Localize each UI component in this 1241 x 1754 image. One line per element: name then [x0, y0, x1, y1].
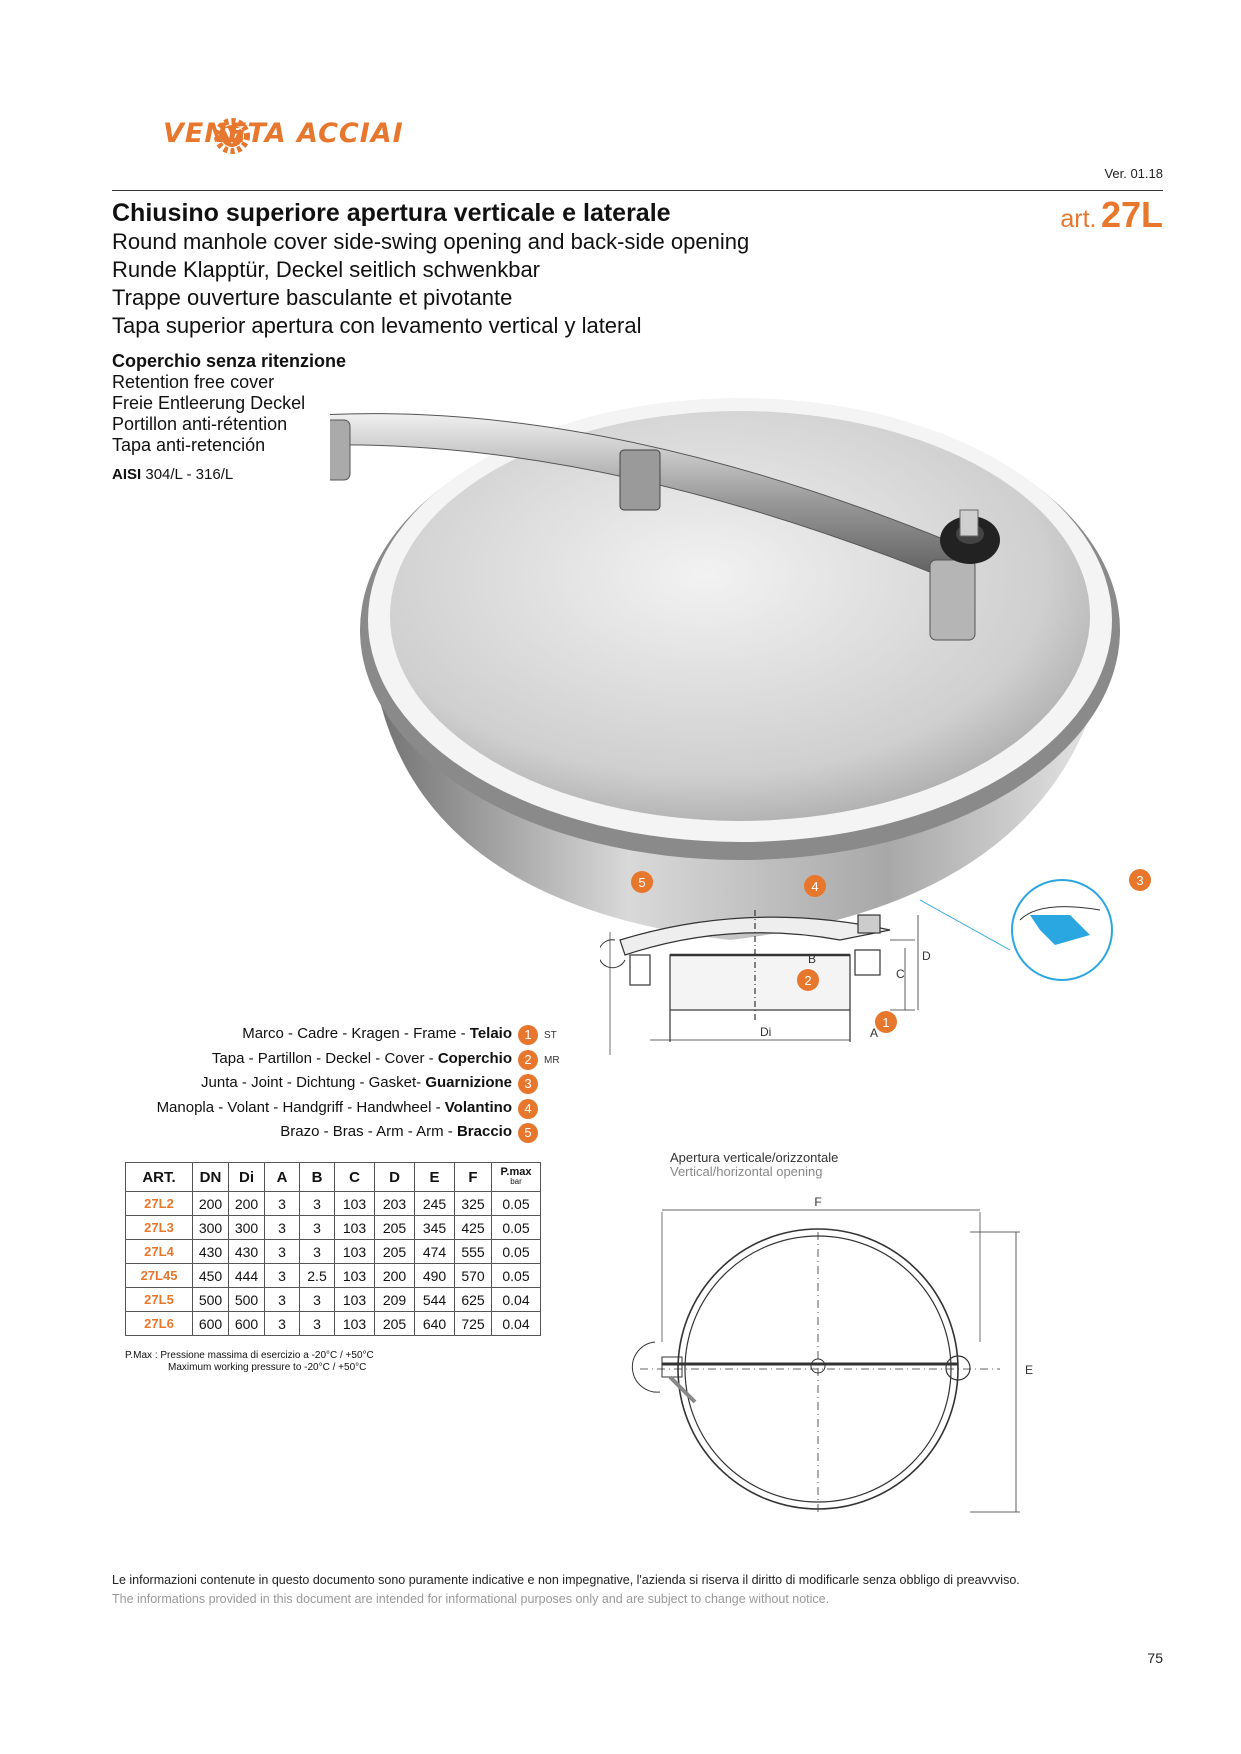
legend-item: [100, 1121, 580, 1146]
disclaimer-en: The informations provided in this document are intended for informational purposes only and are subject to change without notice.: [112, 1592, 830, 1606]
legend-text: Marco - Cadre - Kragen - Frame -: [242, 1025, 470, 1042]
legend-number: 3: [518, 1074, 538, 1094]
table-cell: 203: [375, 1192, 415, 1216]
table-cell: 3: [300, 1288, 335, 1312]
table-cell: 0.04: [492, 1312, 541, 1336]
table-cell: 3: [265, 1240, 300, 1264]
table-cell: 300: [229, 1216, 265, 1240]
table-cell: 450: [193, 1264, 229, 1288]
legend-text: Brazo - Bras - Arm - Arm -: [280, 1123, 457, 1140]
table-cell: 430: [193, 1240, 229, 1264]
callout-4: 4: [811, 879, 819, 894]
legend-number: 4: [518, 1099, 538, 1119]
table-cell: 500: [229, 1288, 265, 1312]
table-cell: 27L3: [126, 1216, 193, 1240]
article-label: art.: [1060, 205, 1097, 233]
col-e: E: [415, 1163, 455, 1192]
dim-d-label: D: [922, 949, 931, 963]
legend-item: [100, 1097, 580, 1122]
table-cell: 300: [193, 1216, 229, 1240]
col-c: C: [335, 1163, 375, 1192]
table-cell: 345: [415, 1216, 455, 1240]
legend-text: Manopla - Volant - Handgriff - Handwheel -: [156, 1098, 445, 1116]
table-cell: 3: [265, 1192, 300, 1216]
legend-item: [100, 1023, 580, 1048]
table-cell: 430: [229, 1240, 265, 1264]
table-cell: 3: [265, 1312, 300, 1336]
table-cell: 27L2: [126, 1192, 193, 1216]
table-cell: 0.05: [492, 1216, 541, 1240]
dim-f-label: F: [814, 1195, 822, 1209]
title-it: Chiusino superiore apertura verticale e laterale: [112, 199, 671, 227]
table-cell: 3: [265, 1216, 300, 1240]
table-cell: 103: [335, 1312, 375, 1336]
table-cell: 205: [375, 1240, 415, 1264]
callout-3: [1128, 868, 1152, 892]
table-cell: 200: [375, 1264, 415, 1288]
title-es: Tapa superior apertura con levamento vertical y lateral: [112, 313, 642, 338]
article-code: [1060, 194, 1163, 236]
legend-bold: Guarnizione: [425, 1074, 512, 1091]
material-label: AISI: [112, 466, 142, 483]
table-header-row: [126, 1163, 541, 1192]
table-cell: 27L5: [126, 1288, 193, 1312]
table-cell: 444: [229, 1264, 265, 1288]
table-cell: 544: [415, 1288, 455, 1312]
table-cell: 2.5: [300, 1264, 335, 1288]
drawing-caption-it: Apertura verticale/orizzontale: [670, 1150, 839, 1165]
table-row: [126, 1264, 541, 1288]
table-cell: 205: [375, 1312, 415, 1336]
drawing-caption-en: Vertical/horizontal opening: [670, 1164, 823, 1179]
feature-es: Tapa anti-retención: [112, 435, 266, 455]
table-cell: 103: [335, 1240, 375, 1264]
features-block: [112, 350, 346, 456]
legend-item: [100, 1048, 580, 1073]
legend-bold: Coperchio: [437, 1049, 512, 1067]
table-cell: 325: [455, 1192, 492, 1216]
dim-a-label: A: [870, 1026, 879, 1040]
table-cell: 725: [455, 1312, 492, 1336]
table-cell: 555: [455, 1240, 492, 1264]
table-cell: 500: [193, 1288, 229, 1312]
legend-text: Tapa - Partillon - Deckel - Cover -: [211, 1049, 438, 1067]
table-cell: 0.04: [492, 1288, 541, 1312]
title-fr: Trappe ouverture basculante et pivotante: [112, 285, 513, 310]
callout-5: 5: [638, 875, 646, 890]
legend-number: 2: [518, 1050, 538, 1070]
table-row: [126, 1192, 541, 1216]
title-en: Round manhole cover side-swing opening and back-side opening: [112, 229, 750, 254]
parts-legend: [100, 1023, 580, 1146]
col-dn: DN: [193, 1163, 229, 1192]
table-cell: 3: [300, 1192, 335, 1216]
dimensions-table: [125, 1162, 541, 1336]
table-cell: 0.05: [492, 1192, 541, 1216]
legend-number: 1: [518, 1025, 538, 1045]
table-cell: 205: [375, 1216, 415, 1240]
callout-2: 2: [804, 973, 812, 988]
table-cell: 3: [300, 1240, 335, 1264]
legend-bold: Telaio: [469, 1025, 512, 1042]
legend-bold: Volantino: [444, 1098, 512, 1116]
table-cell: 640: [415, 1312, 455, 1336]
svg-text:3: 3: [1136, 873, 1144, 888]
feature-de: Freie Entleerung Deckel: [112, 393, 306, 413]
legend-code: ST: [544, 1030, 557, 1041]
col-pmax: P.max bar: [492, 1163, 541, 1192]
table-cell: 3: [300, 1312, 335, 1336]
table-row: [126, 1240, 541, 1264]
table-cell: 27L6: [126, 1312, 193, 1336]
table-cell: 200: [193, 1192, 229, 1216]
article-number: 27L: [1100, 194, 1163, 235]
table-cell: 103: [335, 1264, 375, 1288]
col-di: Di: [229, 1163, 265, 1192]
table-cell: 570: [455, 1264, 492, 1288]
dim-b-label: B: [808, 952, 817, 966]
dim-e-label: E: [1025, 1363, 1034, 1377]
table-cell: 3: [265, 1264, 300, 1288]
side-view-drawing: [600, 860, 1160, 1180]
gasket-detail: [920, 880, 1112, 980]
dim-c-label: C: [896, 967, 905, 981]
table-cell: 103: [335, 1216, 375, 1240]
table-cell: 3: [300, 1216, 335, 1240]
header-rule: [112, 190, 1163, 191]
legend-text: Junta - Joint - Dichtung - Gasket-: [201, 1074, 426, 1091]
table-cell: 103: [335, 1288, 375, 1312]
table-cell: 490: [415, 1264, 455, 1288]
material-line: [112, 466, 233, 483]
col-b: B: [300, 1163, 335, 1192]
table-cell: 600: [229, 1312, 265, 1336]
feature-it: Coperchio senza ritenzione: [112, 351, 347, 371]
legend-item: [100, 1072, 580, 1097]
col-a: A: [265, 1163, 300, 1192]
table-cell: 474: [415, 1240, 455, 1264]
legend-bold: Braccio: [456, 1123, 512, 1140]
legend-number: 5: [518, 1123, 538, 1143]
legend-code: MR: [544, 1054, 560, 1066]
note-line-2: Maximum working pressure to -20°C / +50°C: [168, 1362, 367, 1373]
material-value: 304/L - 316/L: [145, 466, 234, 483]
table-cell: 27L45: [126, 1264, 193, 1288]
col-f: F: [455, 1163, 492, 1192]
col-art: ART.: [126, 1163, 193, 1192]
page-number: 75: [1147, 1650, 1163, 1666]
title-block: [112, 198, 749, 340]
feature-fr: Portillon anti-rétention: [112, 414, 288, 434]
table-cell: 625: [455, 1288, 492, 1312]
table-cell: 0.05: [492, 1240, 541, 1264]
table-cell: 600: [193, 1312, 229, 1336]
note-line-1: P.Max : Pressione massima di esercizio a -20°C / +50°C: [125, 1350, 374, 1361]
table-row: [126, 1216, 541, 1240]
pressure-note: [125, 1350, 374, 1374]
table-cell: 27L4: [126, 1240, 193, 1264]
callout-1: 1: [882, 1015, 890, 1030]
title-de: Runde Klapptür, Deckel seitlich schwenkbar: [112, 257, 541, 282]
table-row: [126, 1312, 541, 1336]
table-cell: 103: [335, 1192, 375, 1216]
disclaimer-it: Le informazioni contenute in questo documento sono puramente indicative e non impegnative, l'azienda si riserva il diritto di modificarle senza obbligo di preavvviso.: [112, 1573, 1020, 1587]
table-cell: 3: [265, 1288, 300, 1312]
brand-name: VENETA ACCIAI: [163, 118, 404, 149]
table-cell: 425: [455, 1216, 492, 1240]
version-label: Ver. 01.18: [1104, 166, 1163, 181]
dim-di-label: Di: [760, 1025, 772, 1039]
col-d: D: [375, 1163, 415, 1192]
table-cell: 245: [415, 1192, 455, 1216]
feature-en: Retention free cover: [112, 372, 275, 392]
table-row: [126, 1288, 541, 1312]
table-cell: 200: [229, 1192, 265, 1216]
top-view-drawing: [600, 1192, 1070, 1532]
table-cell: 0.05: [492, 1264, 541, 1288]
table-cell: 209: [375, 1288, 415, 1312]
